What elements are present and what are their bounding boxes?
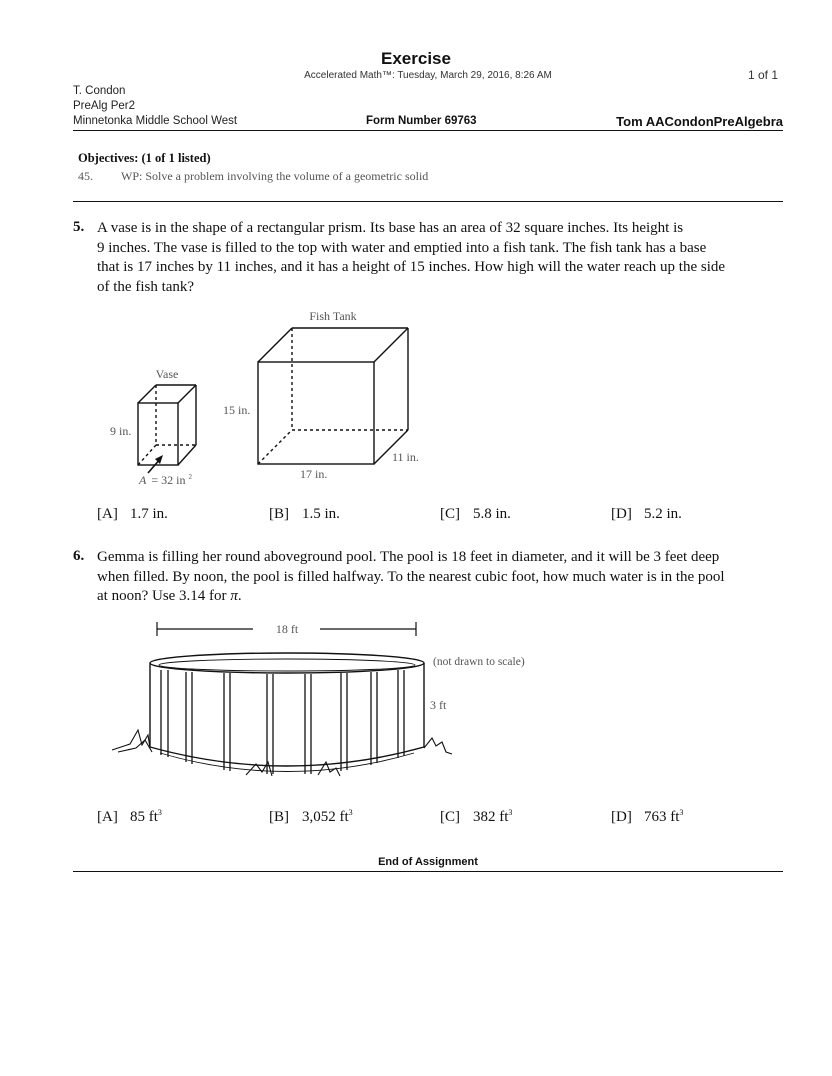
choice-6c — [440, 808, 512, 826]
tank-height-label: 15 in. — [223, 403, 251, 417]
choice-label: [D] — [611, 506, 632, 522]
objective-text: WP: Solve a problem involving the volume of a geometric solid — [121, 169, 429, 183]
teacher-name: T. Condon — [73, 85, 126, 97]
fish-tank-label: Fish Tank — [309, 309, 357, 323]
objective-number: 45. — [78, 169, 93, 183]
choice-6b — [269, 808, 353, 826]
page-title: Exercise — [381, 49, 451, 68]
question-line: A vase is in the shape of a rectangular prism. Its base has an area of 32 square inches. Its height is — [97, 220, 684, 236]
choice-label: [A] — [97, 809, 118, 825]
form-number: Form Number 69763 — [366, 115, 477, 127]
course-name: PreAlg Per2 — [73, 100, 136, 112]
vase-area-variable: A — [139, 473, 147, 487]
question-line: 9 inches. The vase is filled to the top with water and emptied into a fish tank. The fish tank has a base — [97, 239, 707, 256]
choice-6d — [611, 808, 683, 826]
choice-text: 1.5 in. — [302, 506, 340, 522]
period: . — [237, 588, 242, 604]
question-line-text: at noon? Use 3.14 for — [97, 588, 227, 604]
choice-text: 85 ft — [130, 809, 158, 825]
end-of-assignment: End of Assignment — [378, 856, 478, 868]
question-5-number: 5. — [73, 219, 85, 235]
school-name: Minnetonka Middle School West — [73, 115, 238, 127]
choice-exponent: 3 — [679, 808, 684, 817]
pool-diagram — [112, 653, 452, 776]
choice-text: 1.7 in. — [130, 506, 168, 522]
choice-exponent: 3 — [508, 808, 513, 817]
question-line: of the fish tank? — [97, 278, 195, 295]
choice-label: [A] — [97, 506, 118, 522]
choice-text: 763 ft — [644, 809, 680, 825]
tank-width-label: 11 in. — [392, 450, 419, 464]
choice-6a — [97, 808, 162, 826]
scale-note: (not drawn to scale) — [433, 656, 525, 668]
choice-label: [B] — [269, 809, 289, 825]
choice-text: 5.2 in. — [644, 506, 682, 522]
choice-label: [B] — [269, 506, 289, 522]
page-number: 1 of 1 — [748, 68, 779, 82]
choice-label: [C] — [440, 506, 460, 522]
vase-area-exponent: 2 — [188, 473, 192, 481]
question-line: that is 17 inches by 11 inches, and it has a height of 15 inches. How high will the water reach up the side — [97, 259, 726, 275]
diameter-label: 18 ft — [275, 622, 299, 636]
choice-text: 3,052 ft — [302, 809, 349, 825]
choice-label: [D] — [611, 809, 632, 825]
choice-exponent: 3 — [157, 808, 162, 817]
question-line: when filled. By noon, the pool is filled halfway. To the nearest cubic foot, how much water is in the pool — [97, 568, 725, 585]
vase-area-value: = 32 in — [151, 473, 186, 487]
choice-text: 382 ft — [473, 809, 509, 825]
question-6-number: 6. — [73, 548, 85, 564]
choice-exponent: 3 — [348, 808, 353, 817]
vase-label: Vase — [155, 367, 179, 381]
question-line: Gemma is filling her round aboveground pool. The pool is 18 feet in diameter, and it will be 3 feet deep — [97, 549, 720, 565]
footer-divider — [73, 871, 783, 872]
choice-label: [C] — [440, 809, 460, 825]
choice-text: 5.8 in. — [473, 506, 511, 522]
pi-symbol: π — [230, 588, 238, 604]
vase-height-label: 9 in. — [110, 424, 132, 438]
tank-length-label: 17 in. — [300, 467, 328, 481]
subtitle: Accelerated Math™: Tuesday, March 29, 2016, 8:26 AM — [304, 70, 552, 81]
objectives-heading: Objectives: (1 of 1 listed) — [78, 151, 211, 165]
depth-label: 3 ft — [430, 698, 447, 712]
student-name: Tom AACondonPreAlgebra — [616, 114, 783, 129]
